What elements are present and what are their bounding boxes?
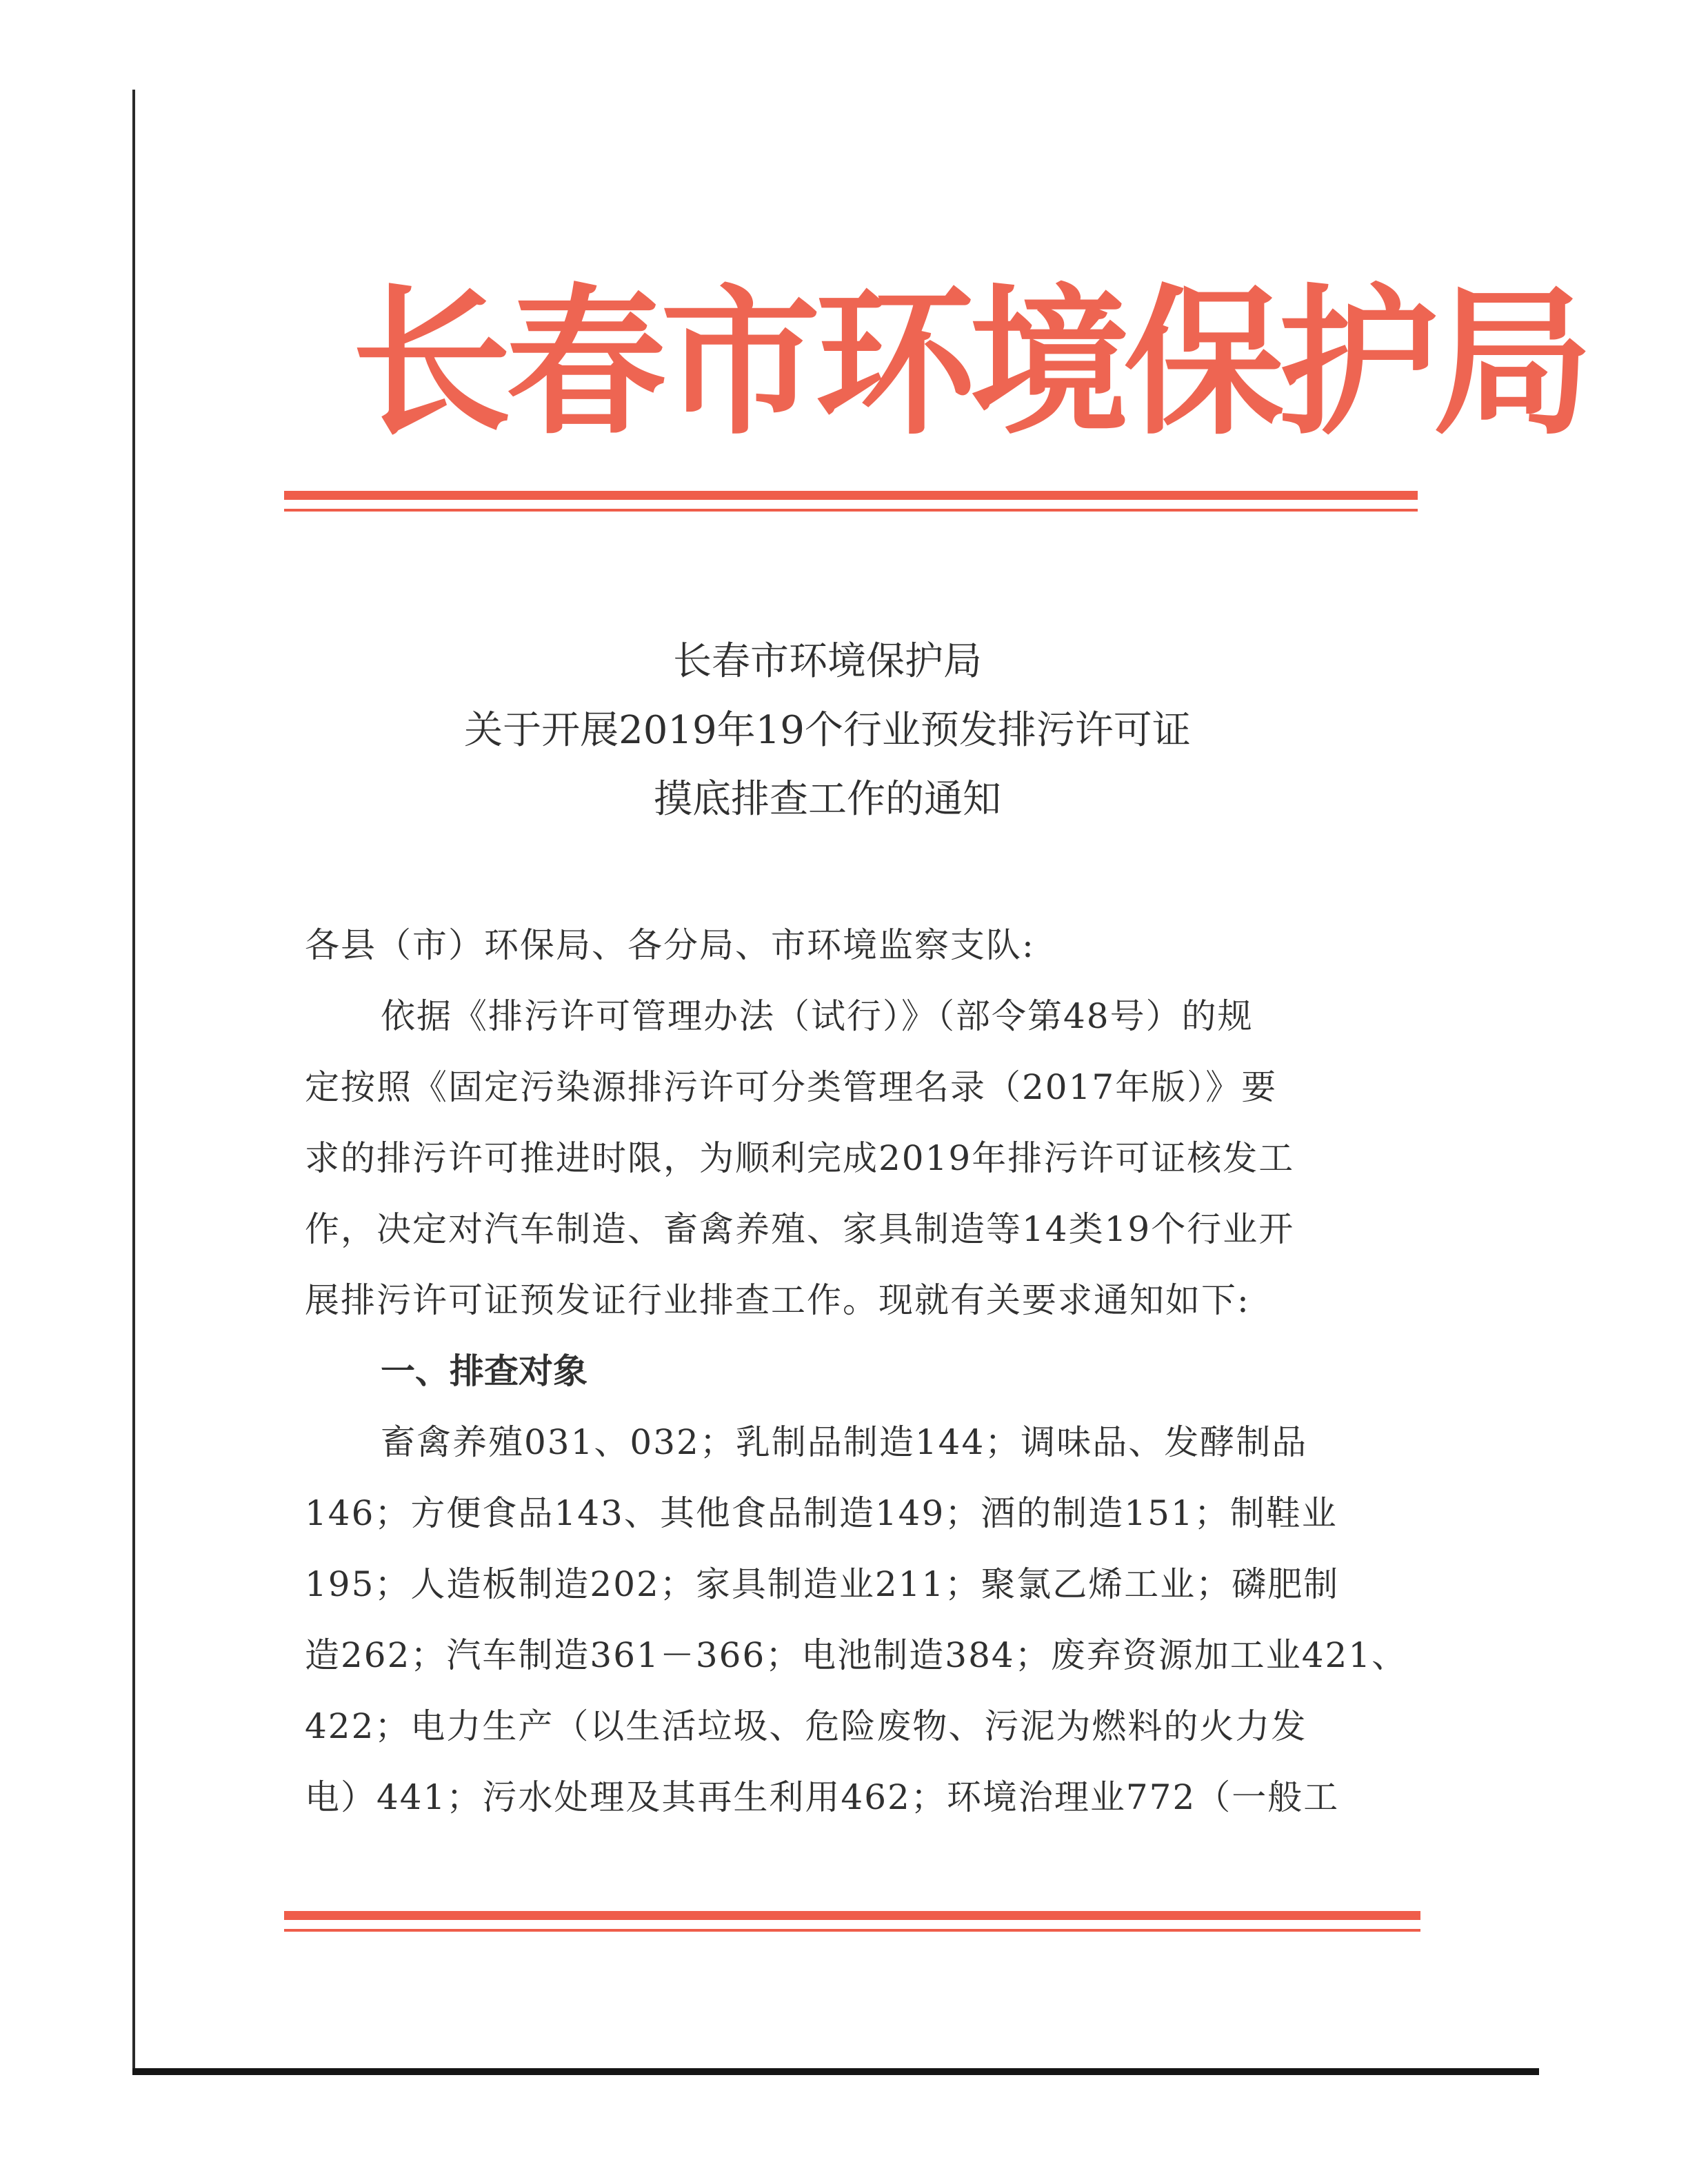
letterhead-issuer: 长春市环境保护局 [352,268,1588,456]
paragraph-line: 畜禽养殖031、032；乳制品制造144；调味品、发酵制品 [381,1422,1308,1462]
document-title [207,627,1448,834]
letterhead-rule-thick [284,491,1418,500]
paragraph-line: 电）441；污水处理及其再生利用462；环境治理业772（一般工 [305,1777,1340,1817]
footer-rule-thin [284,1929,1420,1932]
paragraph-line: 造262；汽车制造361－366；电池制造384；废弃资源加工业421、 [305,1635,1408,1675]
paragraph-line: 422；电力生产（以生活垃圾、危险废物、污泥为燃料的火力发 [305,1706,1307,1746]
footer-rule-thick [284,1911,1420,1920]
scan-left-edge [132,90,135,2075]
scan-bottom-edge [132,2068,1539,2075]
letterhead-rule-thin [284,509,1418,512]
paragraph-line: 定按照《固定污染源排污许可分类管理名录（2017年版）》要 [305,1067,1278,1107]
paragraph-line: 作，决定对汽车制造、畜禽养殖、家具制造等14类19个行业开 [305,1209,1295,1249]
paragraph-line: 195；人造板制造202；家具制造业211；聚氯乙烯工业；磷肥制 [305,1564,1340,1604]
paragraph-line: 146；方便食品143、其他食品制造149；酒的制造151；制鞋业 [305,1493,1338,1533]
section-heading: 一、排查对象 [381,1351,587,1391]
paragraph-line: 展排污许可证预发证行业排查工作。现就有关要求通知如下: [305,1280,1250,1320]
document-body [305,910,1408,1833]
paragraph-line: 求的排污许可推进时限，为顺利完成2019年排污许可证核发工 [305,1138,1295,1178]
title-line-1: 长春市环境保护局 [673,639,982,684]
title-line-3: 摸底排查工作的通知 [654,777,1001,822]
paragraph-line: 依据《排污许可管理办法（试行）》（部令第48号）的规 [381,996,1254,1036]
salutation: 各县（市）环保局、各分局、市环境监察支队: [305,925,1035,965]
title-line-2: 关于开展2019年19个行业预发排污许可证 [464,708,1191,753]
